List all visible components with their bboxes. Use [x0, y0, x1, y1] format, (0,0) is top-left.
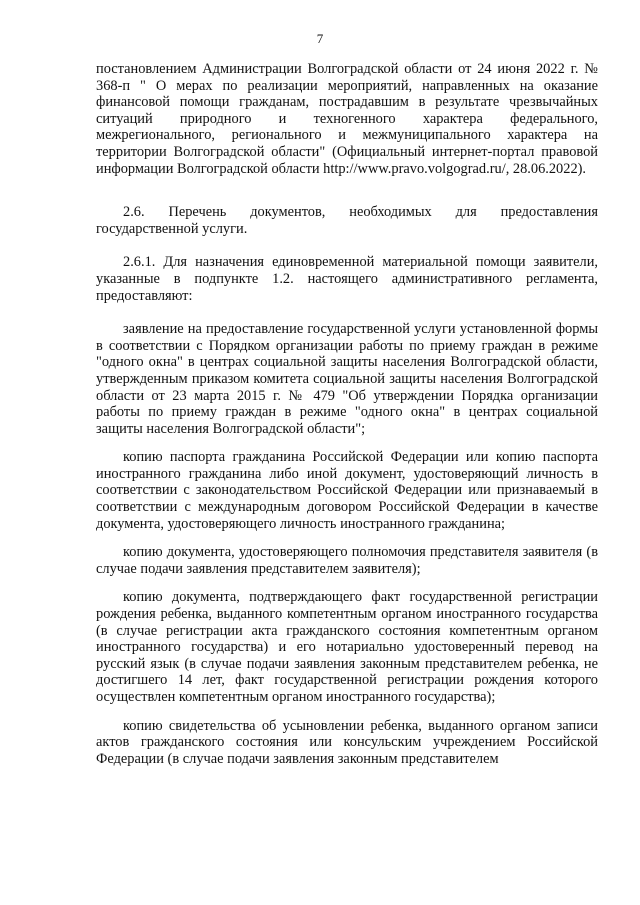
paragraph-passport-copy: копию паспорта гражданина Российской Федерации или копию паспорта иностранного гражданина либо иной документ, удостоверяющий личность в соответствии с законодательством Российской Федерации или признаваемый в соответствии с международным договором Российской Федерации в качестве документа, удостоверяющего личность иностранного гражданина; — [96, 449, 598, 532]
paragraph-section-2-6-1: 2.6.1. Для назначения единовременной материальной помощи заявители, указанные в подпункте 1.2. настоящего административного регламента, предоставляют: — [96, 254, 598, 304]
document-body — [96, 61, 598, 767]
paragraph-birth-registration: копию документа, подтверждающего факт государственной регистрации рождения ребенка, выданного компетентным органом иностранного государства (в случае регистрации акта гражданского состояния компетентным органом иностранного государства) и его нотариально удостоверенный перевод на русский язык (в случае подачи заявления законным представителем ребенка, не достигшего 14 лет, факт государственной регистрации рождения которого осуществлен компетентным органом иностранного государства); — [96, 589, 598, 705]
page-number: 7 — [316, 31, 324, 46]
paragraph-adoption-certificate: копию свидетельства об усыновлении ребенка, выданного органом записи актов гражданского состояния или консульским учреждением Российской Федерации (в случае подачи заявления законным представителем — [96, 717, 598, 767]
paragraph-application-form: заявление на предоставление государственной услуги установленной формы в соответствии с Порядком организации работы по приему граждан в режиме "одного окна" в центрах социальной защиты населения Волгоградской области, утвержденным приказом комитета социальной защиты населения Волгоградской области от 23 марта 2015 г. № 479 "Об утверждении Порядка организации работы по приему граждан в режиме "одного окна" в центрах социальной защиты населения Волгоградской области"; — [96, 321, 598, 437]
paragraph-representative-authority: копию документа, удостоверяющего полномочия представителя заявителя (в случае подачи заявления представителем заявителя); — [96, 544, 598, 577]
paragraph-resolution-reference: постановлением Администрации Волгоградской области от 24 июня 2022 г. № 368-п " О мерах по реализации мероприятий, направленных на оказание финансовой помощи гражданам, пострадавшим в результате чрезвычайных ситуаций природного и техногенного характера федерального, межрегионального, регионального и межмуниципального характера на территории Волгоградской области" (Официальный интернет-портал правовой информации Волгоградской области http://www.pravo.volgograd.ru/, 28.06.2022). — [96, 61, 598, 177]
paragraph-section-2-6-heading: 2.6. Перечень документов, необходимых для предоставления государственной услуги. — [96, 204, 598, 237]
